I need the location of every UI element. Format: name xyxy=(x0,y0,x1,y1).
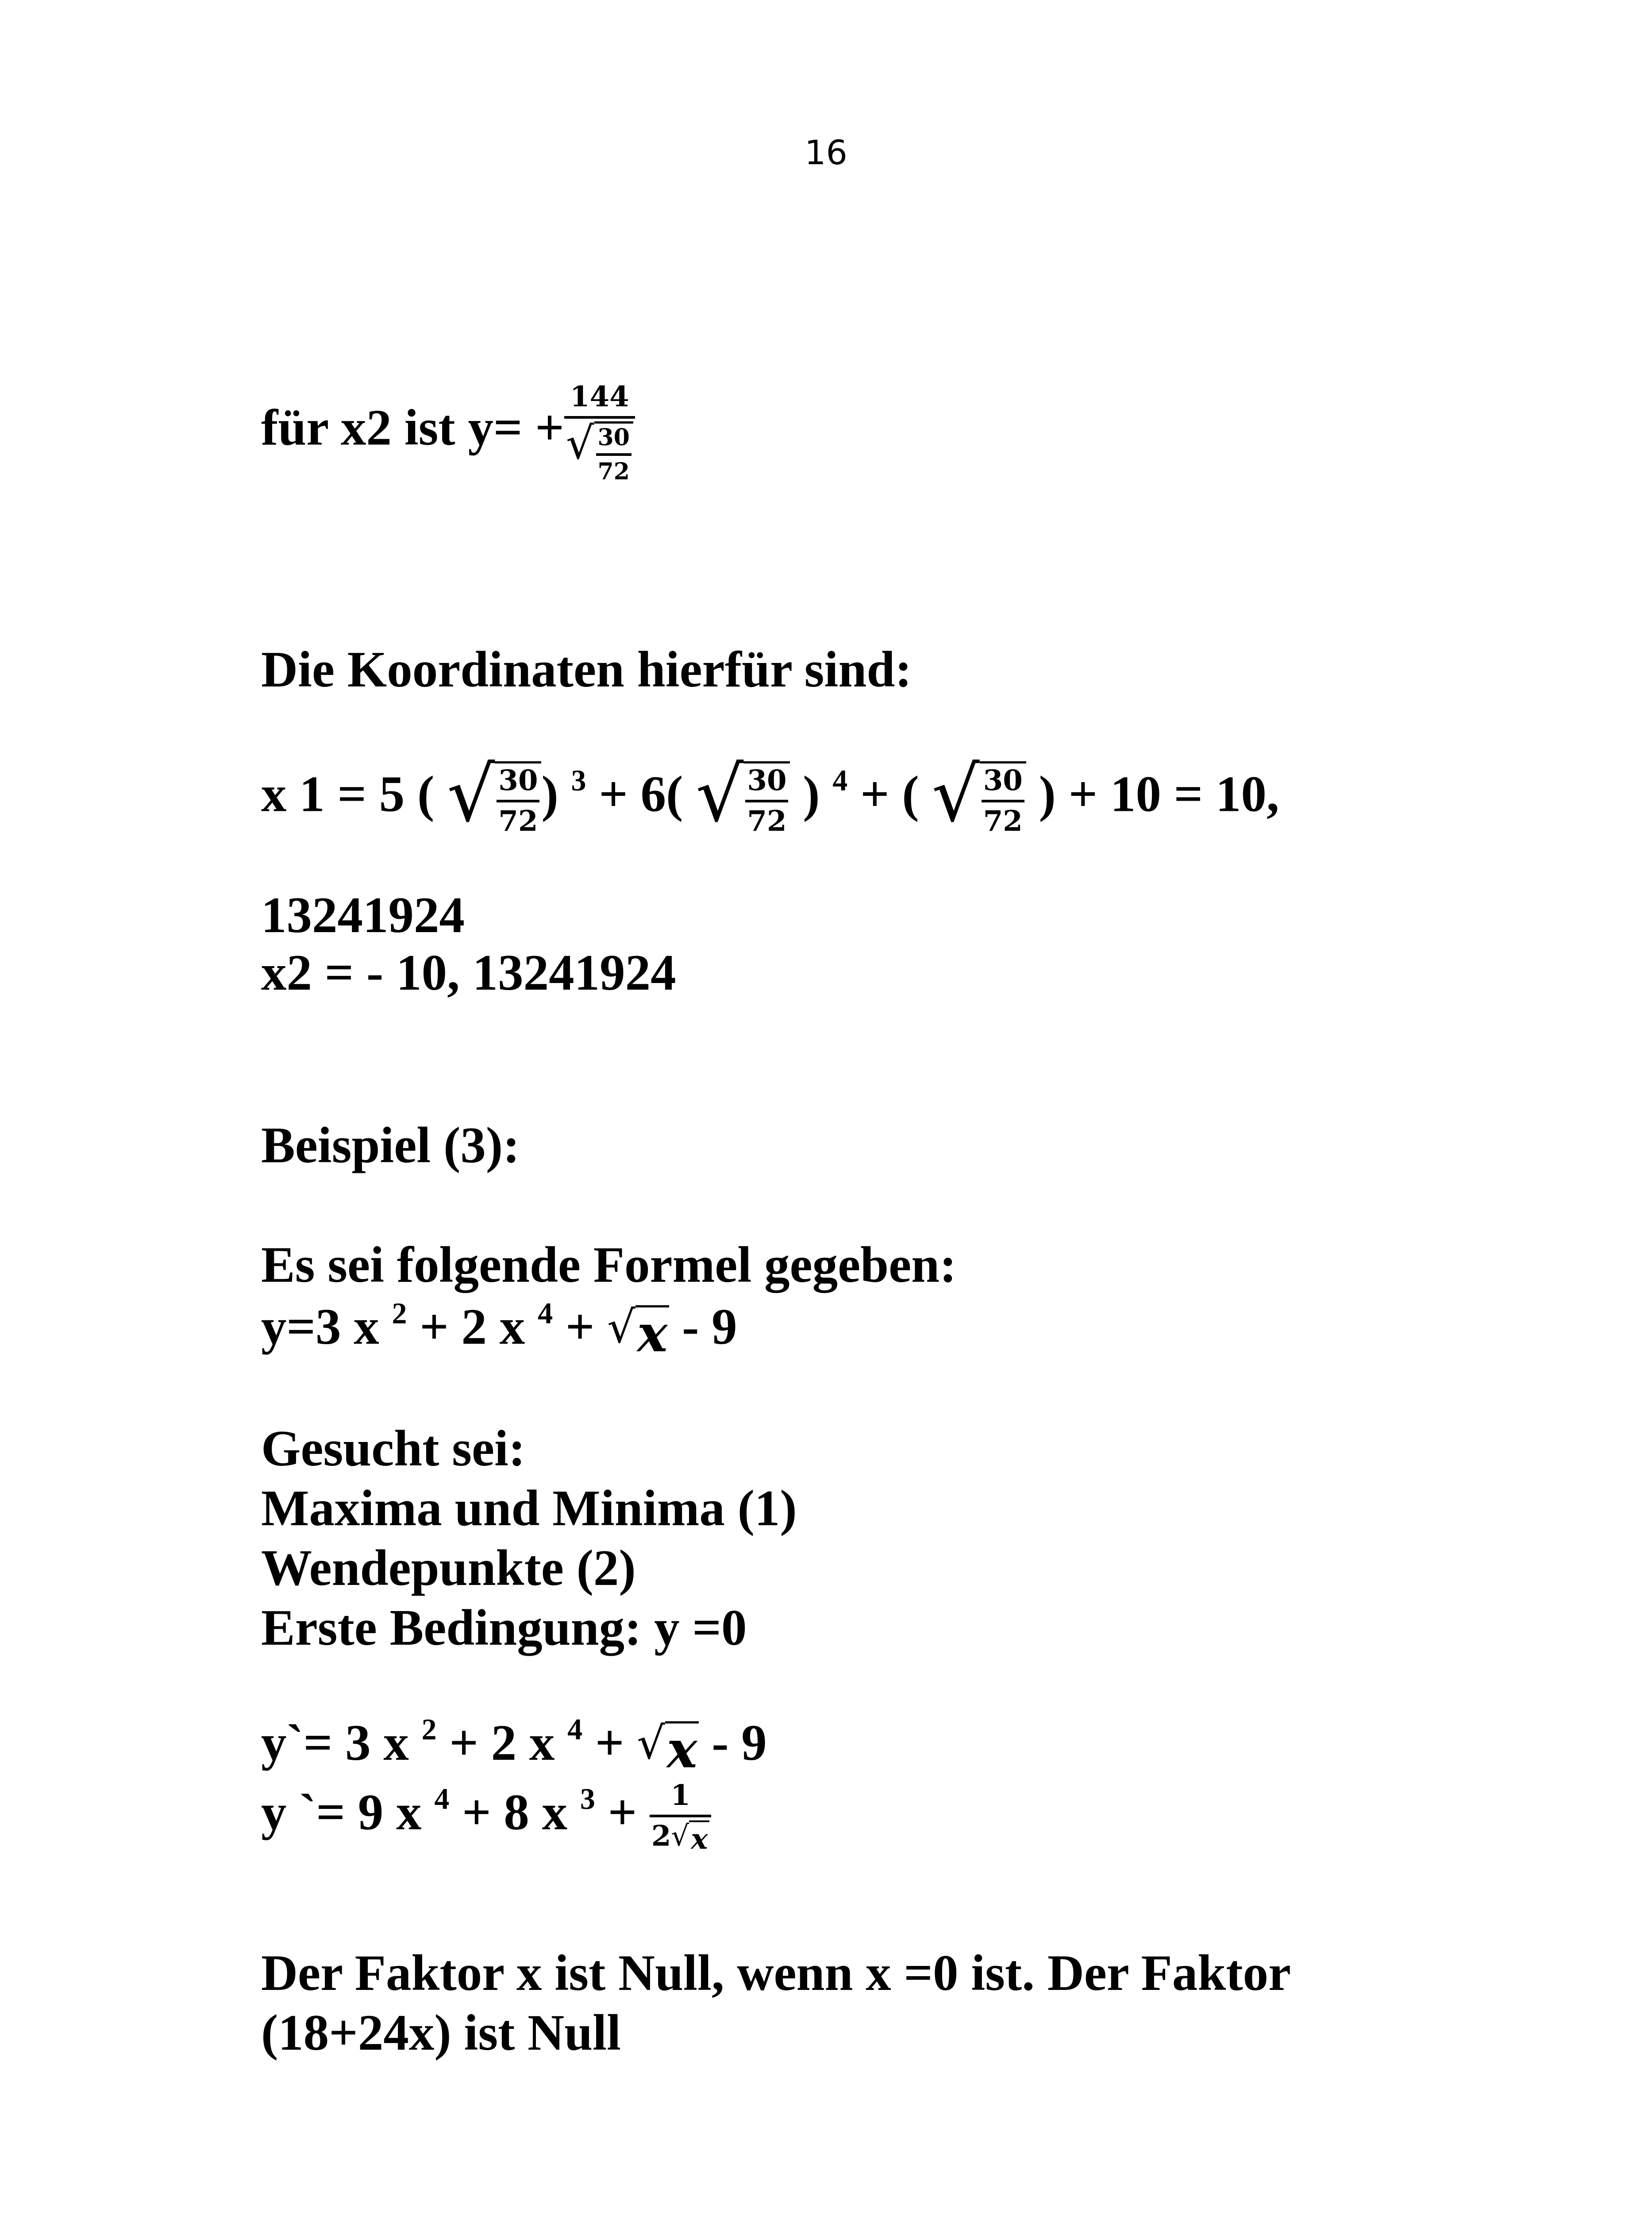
sqrt-expression xyxy=(566,417,633,486)
y-value-prefix: für x2 ist y= + xyxy=(261,399,564,456)
x2-equation: x2 = - 10, 13241924 xyxy=(261,945,676,1001)
sqrt-30-72-a: √ $\frac{30}{72}$ xyxy=(447,761,541,837)
wendepunkte-line: Wendepunkte (2) xyxy=(261,1540,636,1596)
fraction-1-over-2sqrtx: 1 2 √ x xyxy=(650,1779,711,1856)
faktor-line-2: (18+24x) ist Null xyxy=(261,2005,621,2061)
x1-equation: x 1 = 5 ( √ $\frac{30}{72}$ ) $^3$ + 6( √ $\frac{30}{72}$ ) $^4$ + ( √ $\frac{30}{72}$ ) + 10 = 10, xyxy=(261,751,1279,839)
inner-numerator: 30 xyxy=(597,424,630,451)
sqrt-x: √ x xyxy=(637,1721,699,1775)
formula: y=3 x $^2$ + 2 x $^4$ + √ x - 9 xyxy=(261,1296,737,1364)
y-value-fraction xyxy=(564,381,635,485)
sqrt-30-72-c: √ $\frac{30}{72}$ xyxy=(932,761,1026,837)
derivative-line-2: y `= 9 x $^4$ + 8 x $^3$ + 1 2 √ x xyxy=(261,1779,711,1856)
faktor-line-1: Der Faktor x ist Null, wenn x =0 ist. Der Faktor xyxy=(261,1945,1291,2001)
fraction-denominator xyxy=(564,416,635,486)
sqrt-x: √ x xyxy=(607,1305,669,1359)
bedingung-line: Erste Bedingung: y =0 xyxy=(261,1600,747,1656)
page-number: 16 xyxy=(805,133,847,172)
formel-heading: Es sei folgende Formel gegeben: xyxy=(261,1237,957,1293)
x1-lhs: x 1 = 5 ( xyxy=(261,766,435,822)
heading-koordinaten: Die Koordinaten hierfür sind: xyxy=(261,641,912,698)
radical-sign: √ xyxy=(566,417,594,469)
inner-fraction xyxy=(596,424,632,486)
y-value-line xyxy=(261,381,635,485)
inner-denominator: 72 xyxy=(596,453,632,485)
derivative-line-1: y`= 3 x $^2$ + 2 x $^4$ + √ x - 9 xyxy=(261,1712,767,1780)
fraction-numerator: 144 xyxy=(570,380,629,413)
x1-value: 13241924 xyxy=(261,887,465,943)
maxima-line: Maxima und Minima (1) xyxy=(261,1480,797,1536)
gesucht-heading: Gesucht sei: xyxy=(261,1420,526,1477)
beispiel-heading: Beispiel (3): xyxy=(261,1117,520,1173)
sqrt-30-72-b: √ $\frac{30}{72}$ xyxy=(696,761,790,837)
